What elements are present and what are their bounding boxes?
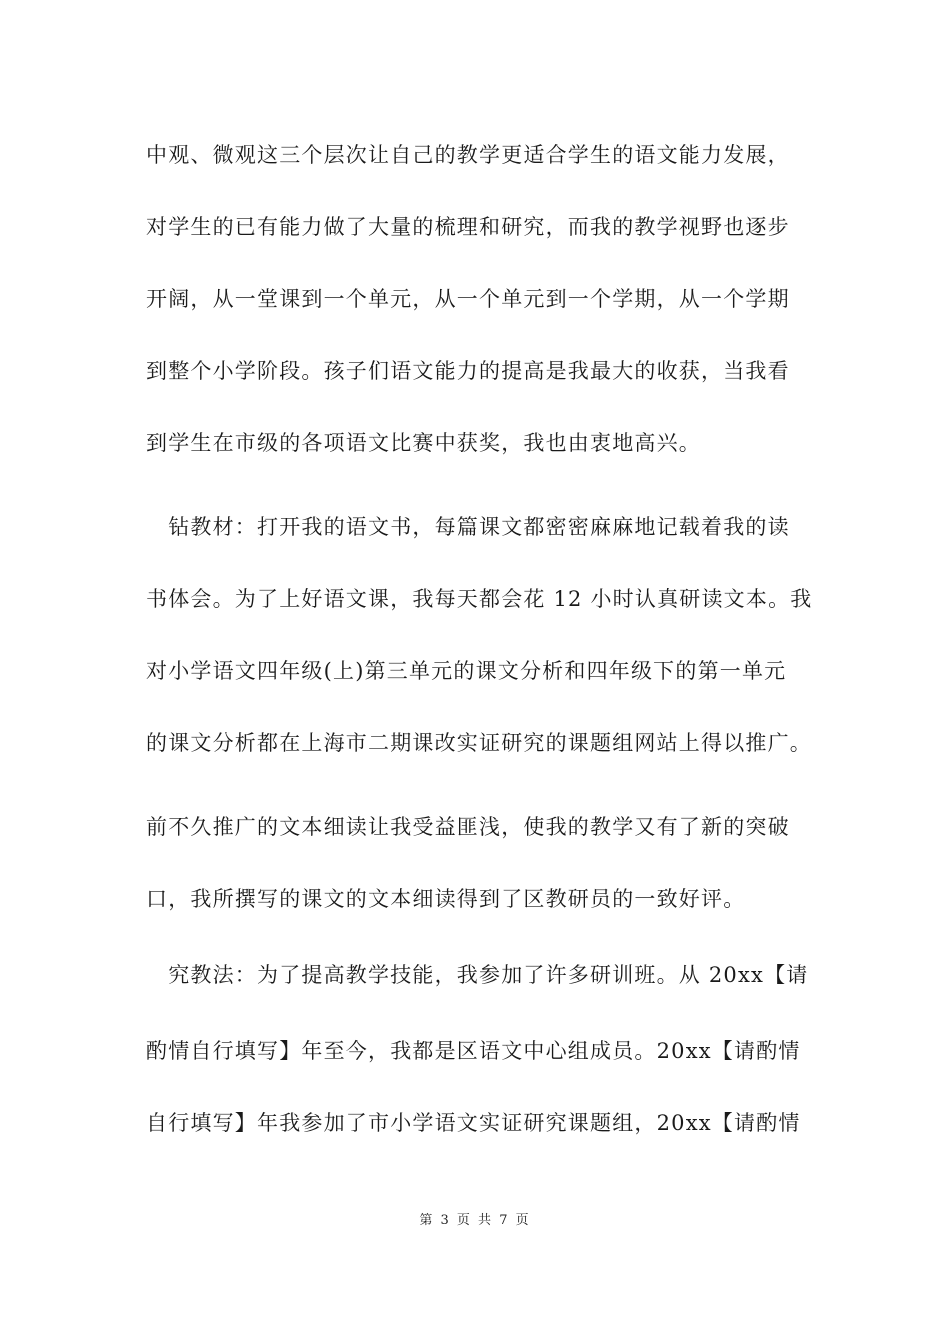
text-line: 对学生的已有能力做了大量的梳理和研究，而我的教学视野也逐步 xyxy=(146,215,790,239)
text-line: 前不久推广的文本细读让我受益匪浅，使我的教学又有了新的突破 xyxy=(146,815,790,839)
text-line: 酌情自行填写】年至今，我都是区语文中心组成员。20xx【请酌情 xyxy=(146,1039,801,1063)
text-line: 到学生在市级的各项语文比赛中获奖，我也由衷地高兴。 xyxy=(146,431,701,455)
text-line: 到整个小学阶段。孩子们语文能力的提高是我最大的收获，当我看 xyxy=(146,359,790,383)
text-line: 中观、微观这三个层次让自己的教学更适合学生的语文能力发展， xyxy=(146,143,790,167)
text-line: 书体会。为了上好语文课，我每天都会花 12 小时认真研读文本。我 xyxy=(146,587,813,611)
page-number-footer: 第 3 页 共 7 页 xyxy=(419,1213,531,1228)
paragraph-start-line: 究教法：为了提高教学技能，我参加了许多研训班。从 20xx【请 xyxy=(146,963,809,987)
text-line: 开阔，从一堂课到一个单元，从一个单元到一个学期，从一个学期 xyxy=(146,287,790,311)
text-line: 对小学语文四年级(上)第三单元的课文分析和四年级下的第一单元 xyxy=(146,659,787,683)
text-line: 自行填写】年我参加了市小学语文实证研究课题组，20xx【请酌情 xyxy=(146,1111,801,1135)
paragraph-start-line: 钻教材：打开我的语文书，每篇课文都密密麻麻地记载着我的读 xyxy=(146,515,790,539)
text-line: 的课文分析都在上海市二期课改实证研究的课题组网站上得以推广。 xyxy=(146,731,812,755)
text-line: 口，我所撰写的课文的文本细读得到了区教研员的一致好评。 xyxy=(146,887,746,911)
